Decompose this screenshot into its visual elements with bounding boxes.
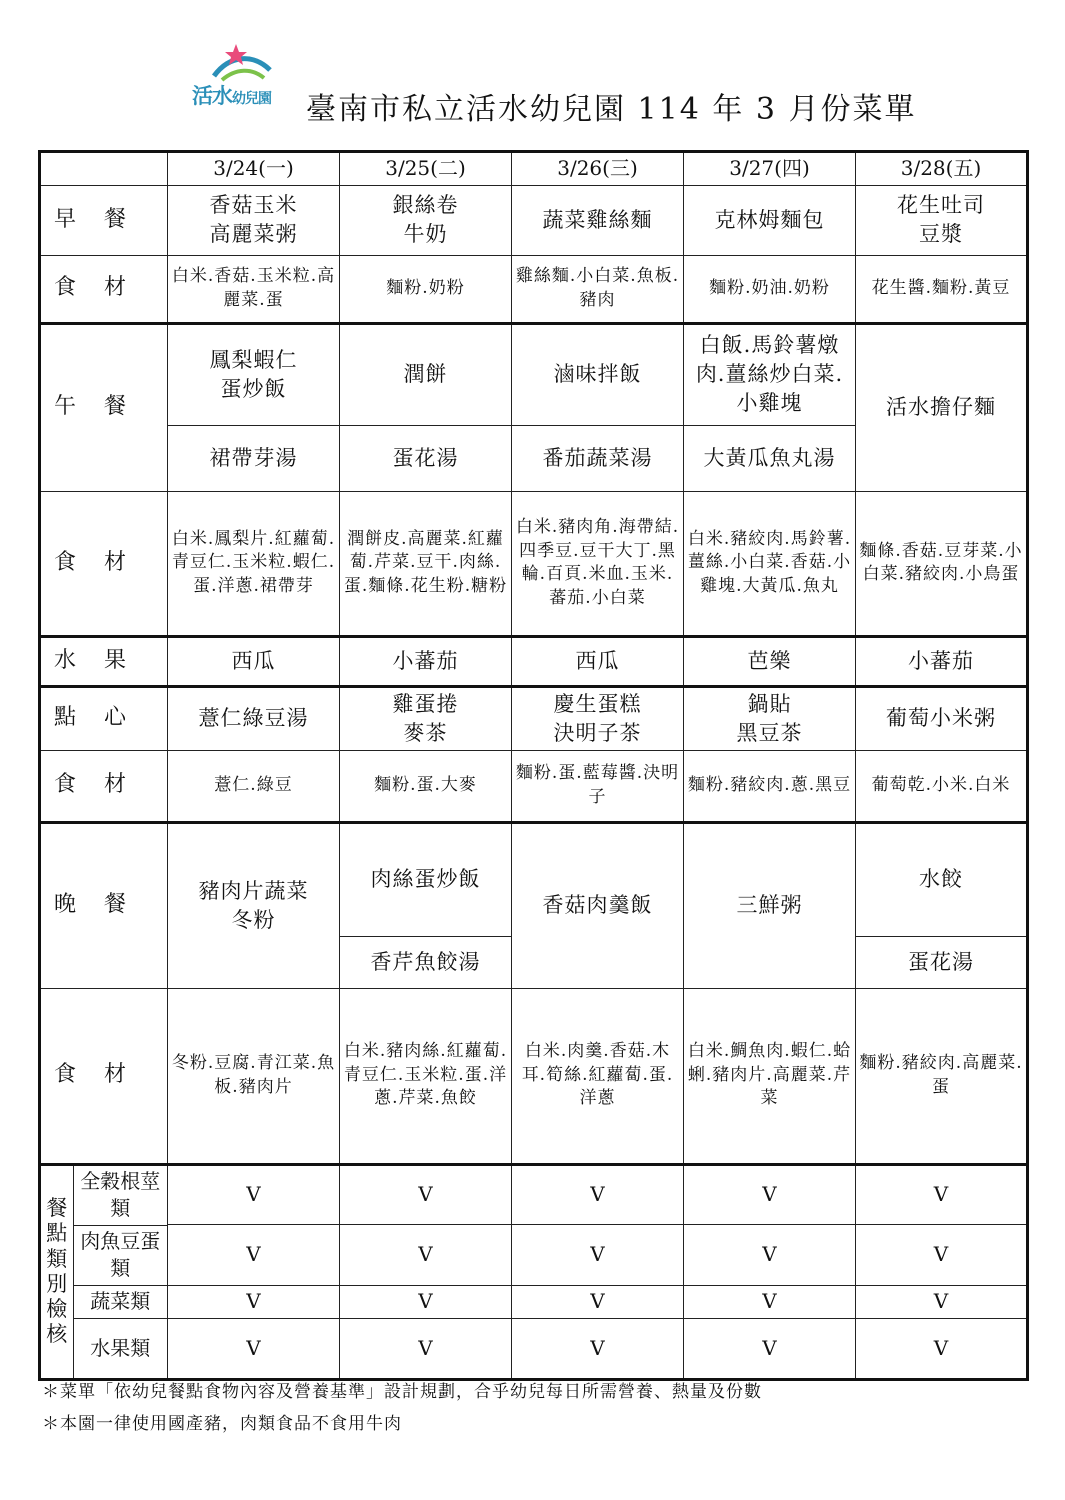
fruit-cell: 芭樂 xyxy=(684,636,856,686)
lunch-label: 午餐 xyxy=(40,323,168,491)
ingredients-cell: 白米.鳳梨片.紅蘿蔔.青豆仁.玉米粒.蝦仁.蛋.洋蔥.裙帶芽 xyxy=(168,491,340,636)
ingredients-cell: 潤餅皮.高麗菜.紅蘿蔔.芹菜.豆干.肉絲.蛋.麵條.花生粉.糖粉 xyxy=(340,491,512,636)
fruit-cell: 小蕃茄 xyxy=(856,636,1028,686)
date-header: 3/25(二) xyxy=(340,152,512,186)
dinner-ingredients-row xyxy=(40,988,1028,1164)
breakfast-label: 早餐 xyxy=(40,185,168,255)
lunch-soup: 蛋花湯 xyxy=(340,425,512,491)
dinner-label: 晚餐 xyxy=(40,822,168,988)
lunch-main-row xyxy=(40,323,1028,425)
check-row-fruit xyxy=(40,1319,1028,1380)
snack-row xyxy=(40,686,1028,750)
dinner-main-row xyxy=(40,822,1028,936)
breakfast-dish: 花生吐司 豆漿 xyxy=(856,185,1028,255)
check-mark: V xyxy=(512,1164,684,1225)
check-section-label-cell xyxy=(41,1166,73,1378)
check-mark: V xyxy=(168,1319,340,1380)
dinner-soup: 蛋花湯 xyxy=(856,936,1028,988)
check-mark: V xyxy=(684,1164,856,1225)
corner-cell xyxy=(40,152,168,186)
dinner-main-dish: 肉絲蛋炒飯 xyxy=(340,822,512,936)
check-mark: V xyxy=(856,1164,1028,1225)
check-mark: V xyxy=(168,1225,340,1286)
breakfast-row xyxy=(40,185,1028,255)
ingredients-cell: 雞絲麵.小白菜.魚板.豬肉 xyxy=(512,255,684,323)
lunch-main-dish: 鳳梨蝦仁 蛋炒飯 xyxy=(168,323,340,425)
ingredients-cell: 麵條.香菇.豆芽菜.小白菜.豬絞肉.小鳥蛋 xyxy=(856,491,1028,636)
check-section-label: 餐點類別檢核 xyxy=(46,1196,68,1347)
breakfast-dish: 銀絲卷 牛奶 xyxy=(340,185,512,255)
check-category: 肉魚豆蛋類 xyxy=(73,1225,167,1285)
menu-table xyxy=(38,150,1029,1381)
logo-star-wave-icon xyxy=(192,40,292,84)
ingredients-cell: 麵粉.蛋.大麥 xyxy=(340,750,512,822)
lunch-main-dish: 滷味拌飯 xyxy=(512,323,684,425)
check-mark: V xyxy=(512,1319,684,1380)
lunch-main-dish: 活水擔仔麵 xyxy=(856,323,1028,491)
ingredients-cell: 薏仁.綠豆 xyxy=(168,750,340,822)
dinner-main-dish: 三鮮粥 xyxy=(684,822,856,988)
dinner-main-dish: 水餃 xyxy=(856,822,1028,936)
snack-dish: 薏仁綠豆湯 xyxy=(168,686,340,750)
ingredients-cell: 麵粉.豬絞肉.蔥.黑豆 xyxy=(684,750,856,822)
check-label-grid xyxy=(41,1166,167,1378)
check-category: 水果類 xyxy=(90,1335,151,1360)
check-mark: V xyxy=(340,1286,512,1319)
ingredients-label: 食材 xyxy=(40,988,168,1164)
check-mark: V xyxy=(168,1286,340,1319)
check-row-protein xyxy=(40,1225,1028,1286)
check-mark: V xyxy=(856,1319,1028,1380)
check-mark: V xyxy=(684,1286,856,1319)
dinner-soup: 香芹魚餃湯 xyxy=(340,936,512,988)
school-logo xyxy=(192,40,292,120)
check-category: 蔬菜類 xyxy=(73,1285,167,1318)
logo-text: 活水幼兒園 xyxy=(192,84,271,108)
lunch-main-dish: 潤餅 xyxy=(340,323,512,425)
ingredients-cell: 花生醬.麵粉.黃豆 xyxy=(856,255,1028,323)
ingredients-cell: 白米.豬肉絲.紅蘿蔔.青豆仁.玉米粒.蛋.洋蔥.芹菜.魚餃 xyxy=(340,988,512,1164)
fruit-cell: 小蕃茄 xyxy=(340,636,512,686)
ingredients-cell: 白米.豬絞肉.馬鈴薯.薑絲.小白菜.香菇.小雞塊.大黃瓜.魚丸 xyxy=(684,491,856,636)
fruit-cell: 西瓜 xyxy=(512,636,684,686)
breakfast-dish: 蔬菜雞絲麵 xyxy=(512,185,684,255)
check-category: 全穀根莖類 xyxy=(73,1166,167,1226)
fruit-cell: 西瓜 xyxy=(168,636,340,686)
date-header: 3/27(四) xyxy=(684,152,856,186)
page-header xyxy=(0,0,1065,150)
check-section xyxy=(40,1164,168,1379)
check-mark: V xyxy=(512,1225,684,1286)
check-row-vegetables xyxy=(40,1286,1028,1319)
lunch-soup: 番茄蔬菜湯 xyxy=(512,425,684,491)
check-mark: V xyxy=(684,1225,856,1286)
ingredients-cell: 麵粉.蛋.藍莓醬.決明子 xyxy=(512,750,684,822)
snack-label: 點心 xyxy=(40,686,168,750)
ingredients-label: 食材 xyxy=(40,750,168,822)
breakfast-dish: 香菇玉米 高麗菜粥 xyxy=(168,185,340,255)
check-mark: V xyxy=(340,1225,512,1286)
ingredients-cell: 白米.香菇.玉米粒.高麗菜.蛋 xyxy=(168,255,340,323)
ingredients-cell: 白米.鯛魚肉.蝦仁.蛤蜊.豬肉片.高麗菜.芹菜 xyxy=(684,988,856,1164)
date-header-row xyxy=(40,152,1028,186)
ingredients-cell: 麵粉.豬絞肉.高麗菜.蛋 xyxy=(856,988,1028,1164)
ingredients-cell: 白米.肉羹.香菇.木耳.筍絲.紅蘿蔔.蛋.洋蔥 xyxy=(512,988,684,1164)
fruit-label: 水果 xyxy=(40,636,168,686)
fruit-row xyxy=(40,636,1028,686)
snack-ingredients-row xyxy=(40,750,1028,822)
date-header: 3/26(三) xyxy=(512,152,684,186)
date-header: 3/28(五) xyxy=(856,152,1028,186)
footnote: ＊菜單「依幼兒餐點食物內容及營養基準」設計規劃，合乎幼兒每日所需營養、熱量及份數 xyxy=(42,1382,762,1402)
date-header: 3/24(一) xyxy=(168,152,340,186)
ingredients-label: 食材 xyxy=(40,255,168,323)
ingredients-cell: 葡萄乾.小米.白米 xyxy=(856,750,1028,822)
dinner-main-dish: 豬肉片蔬菜 冬粉 xyxy=(168,822,340,988)
footnotes xyxy=(42,1376,762,1440)
check-mark: V xyxy=(340,1319,512,1380)
check-mark: V xyxy=(512,1286,684,1319)
check-mark: V xyxy=(684,1319,856,1380)
ingredients-cell: 麵粉.奶油.奶粉 xyxy=(684,255,856,323)
snack-dish: 葡萄小米粥 xyxy=(856,686,1028,750)
check-mark: V xyxy=(856,1225,1028,1286)
snack-dish: 慶生蛋糕 決明子茶 xyxy=(512,686,684,750)
dinner-main-dish: 香菇肉羹飯 xyxy=(512,822,684,988)
snack-dish: 雞蛋捲 麥茶 xyxy=(340,686,512,750)
lunch-soup: 裙帶芽湯 xyxy=(168,425,340,491)
ingredients-cell: 白米.豬肉角.海帶結.四季豆.豆干大丁.黑輪.百頁.米血.玉米.蕃茄.小白菜 xyxy=(512,491,684,636)
check-row-grains xyxy=(40,1164,1028,1225)
lunch-ingredients-row xyxy=(40,491,1028,636)
check-mark: V xyxy=(340,1164,512,1225)
ingredients-cell: 麵粉.奶粉 xyxy=(340,255,512,323)
check-mark: V xyxy=(168,1164,340,1225)
lunch-main-dish: 白飯.馬鈴薯燉肉.薑絲炒白菜.小雞塊 xyxy=(684,323,856,425)
footnote: ＊本園一律使用國產豬，肉類食品不食用牛肉 xyxy=(42,1414,402,1434)
ingredients-cell: 冬粉.豆腐.青江菜.魚板.豬肉片 xyxy=(168,988,340,1164)
breakfast-ingredients-row xyxy=(40,255,1028,323)
page-title: 臺南市私立活水幼兒園 114 年 3 月份菜單 xyxy=(306,92,917,127)
snack-dish: 鍋貼 黑豆茶 xyxy=(684,686,856,750)
breakfast-dish: 克林姆麵包 xyxy=(684,185,856,255)
check-mark: V xyxy=(856,1286,1028,1319)
ingredients-label: 食材 xyxy=(40,491,168,636)
lunch-soup: 大黃瓜魚丸湯 xyxy=(684,425,856,491)
